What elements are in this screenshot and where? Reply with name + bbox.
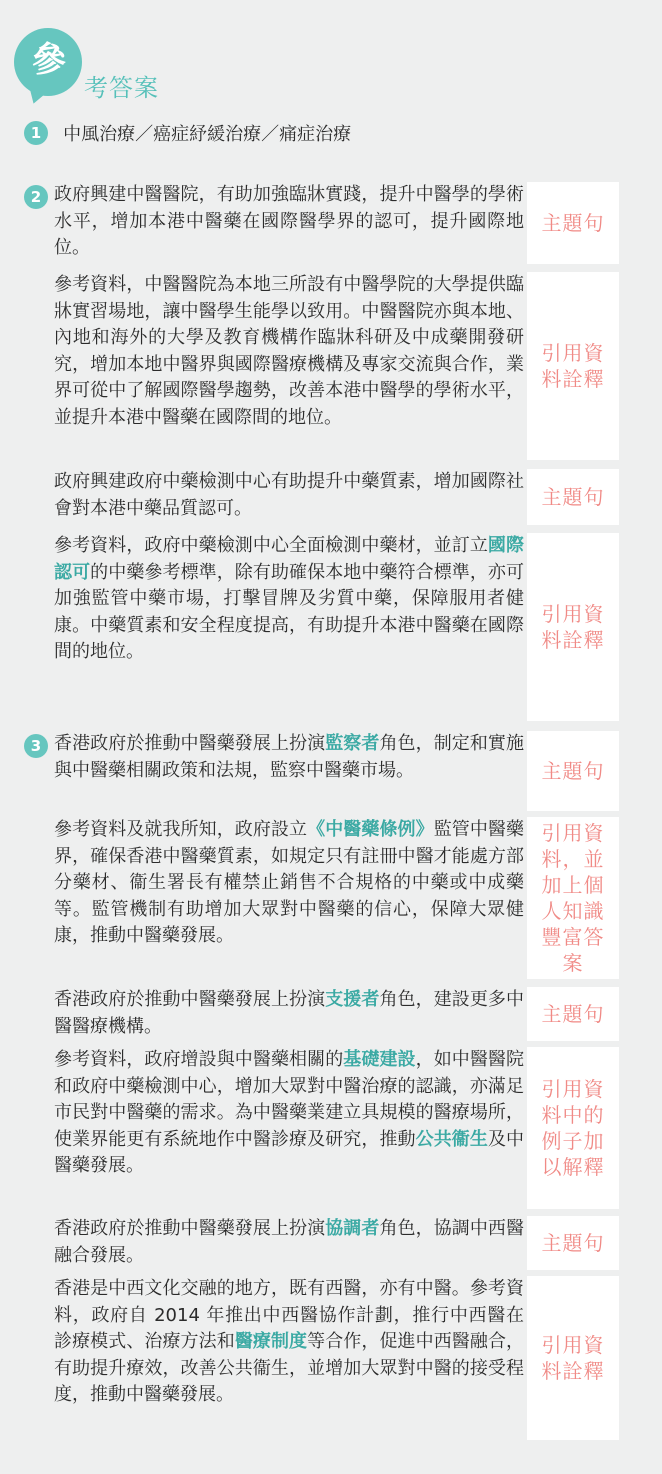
section-header [14,28,274,108]
number-badge-1: 1 [24,121,48,145]
q3-topic-3 [54,1216,524,1269]
q3-support-2 [54,1047,524,1180]
answer-1 [24,120,351,152]
q2-support-2 [54,533,524,666]
q3-support-1 [54,817,524,950]
q2-label-topic-2: 主題句 [527,469,619,525]
q3-support-2-text: 參考資料，政府增設與中醫藥相關的基礎建設，如中醫醫院和政府中藥檢測中心，增加大眾對中醫治療的認識，亦滿足市民對中醫藥的需求。為中醫藥業建立具規模的醫療場所，使業界能更有系統地作中醫診療及研究，推動公共衞生及中醫藥發展。 [54,1049,525,1176]
answer-1-text: 中風治療／癌症紓緩治療／痛症治療 [63,124,352,145]
highlight-term: 《中醫藥條例》 [307,819,434,840]
q2-support-2-text: 參考資料，政府中藥檢測中心全面檢測中藥材，並訂立國際認可的中藥參考標準，除有助確保本地中藥符合標準，亦可加強監管中藥市場，打擊冒牌及劣質中藥，保障服用者健康。中藥質素和安全程度提高，有助提升本港中醫藥在國際間的地位。 [54,535,525,662]
q3-label-topic-3: 主題句 [527,1216,619,1270]
q2-support-1-text: 參考資料，中醫醫院為本地三所設有中醫學院的大學提供臨牀實習場地，讓中醫學生能學以致用。中醫醫院亦與本地、內地和海外的大學及教育機構作臨牀科研及中成藥開發研究，增加本地中醫界與國際醫療機構及專家交流與合作，業界可從中了解國際醫學趨勢，改善本港中醫學的學術水平，並提升本港中醫藥在國際間的地位。 [54,274,524,428]
q3-topic-2-text: 香港政府於推動中醫藥發展上扮演支援者角色，建設更多中醫醫療機構。 [54,989,525,1037]
q3-label-cite-example: 引用資料中的例子加以解釋 [527,1047,619,1209]
q3-support-3 [54,1276,524,1409]
q3-label-topic-2: 主題句 [527,987,619,1041]
q3-topic-2 [54,987,524,1040]
q3-topic-1-text: 香港政府於推動中醫藥發展上扮演監察者角色，制定和實施與中醫藥相關政策和法規，監察中醫藥市場。 [54,733,525,781]
q3-label-topic-1: 主題句 [527,731,619,811]
highlight-term: 公共衞生 [415,1128,488,1150]
q2-topic-2-text: 政府興建政府中藥檢測中心有助提升中藥質素，增加國際社會對本港中藥品質認可。 [54,471,524,519]
q2-topic-2 [54,469,524,522]
number-badge-2: 2 [24,185,48,209]
q3-label-cite-knowledge: 引用資料，並加上個人知識豐富答案 [527,817,619,979]
q2-label-cite-2: 引用資料詮釋 [527,533,619,721]
q2-topic-1 [54,182,524,262]
q3-support-1-text: 參考資料及就我所知，政府設立《中醫藥條例》監管中醫藥界，確保香港中醫藥質素，如規定只有註冊中醫才能處方部分藥材、衞生署長有權禁止銷售不合規格的中藥或中成藥等。監管機制有助增加大眾對中醫藥的信心，保障大眾健康，推動中醫藥發展。 [54,819,525,946]
highlight-term: 監察者 [325,733,380,754]
q3-topic-1 [54,731,524,784]
q3-topic-3-text: 香港政府於推動中醫藥發展上扮演協調者角色，協調中西醫融合發展。 [54,1218,525,1266]
number-badge-3: 3 [24,734,48,758]
highlight-term: 國際認可 [54,535,525,583]
q3-label-cite-3: 引用資料詮釋 [527,1276,619,1440]
highlight-term: 醫療制度 [234,1331,308,1352]
highlight-term: 支援者 [325,989,380,1010]
header-title: 考答案 [84,74,159,102]
q2-label-cite-1: 引用資料詮釋 [527,272,619,460]
q2-support-1 [54,272,524,431]
q3-support-3-text: 香港是中西文化交融的地方，既有西醫，亦有中醫。參考資料，政府自 2014 年推出中西醫協作計劃，推行中西醫在診療模式、治療方法和醫療制度等合作，促進中西醫融合，有助提升療效，改善公共衞生，並增加大眾對中醫的接受程度，推動中醫藥發展。 [54,1278,525,1405]
highlight-term: 基礎建設 [343,1049,416,1070]
header-badge-char: 參 [32,40,66,80]
highlight-term: 協調者 [325,1218,380,1239]
q2-topic-1-text: 政府興建中醫醫院，有助加強臨牀實踐，提升中醫學的學術水平，增加本港中醫藥在國際醫學界的認可，提升國際地位。 [54,184,524,258]
q2-label-topic-1: 主題句 [527,182,619,264]
